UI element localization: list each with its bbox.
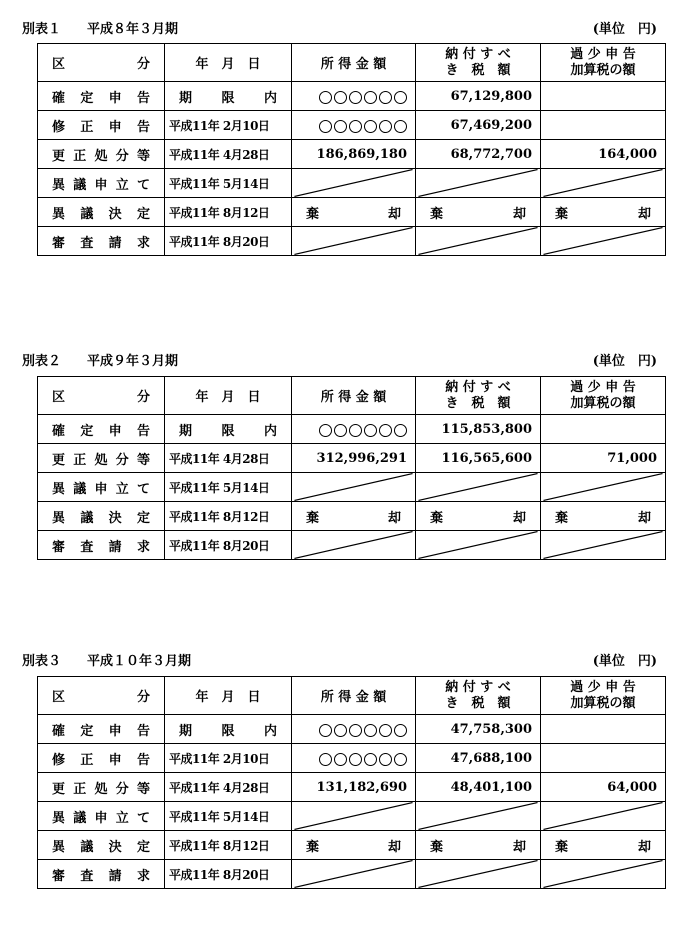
mask-circle-icon (349, 424, 362, 437)
income-decision-cell: 棄 却 (292, 502, 416, 531)
table-row (38, 169, 666, 198)
income-strike (292, 860, 416, 889)
date-cell: 平成11年 8月20日 (165, 860, 292, 889)
header-category: 区 分 (38, 377, 165, 415)
table-row (38, 198, 666, 227)
mask-circle-icon (364, 91, 377, 104)
category-cell: 審査請求 (38, 531, 165, 560)
category-cell: 異議申立て (38, 802, 165, 831)
table-row (38, 444, 666, 473)
income-strike (292, 227, 416, 256)
mask-circle-icon (379, 424, 392, 437)
category-cell: 確定申告 (38, 82, 165, 111)
penalty-cell: 64,000 (541, 773, 666, 802)
mask-circle-icon (394, 724, 407, 737)
income-strike (292, 169, 416, 198)
mask-circle-icon (394, 424, 407, 437)
date-cell: 平成11年 2月10日 (165, 744, 292, 773)
category-cell: 異議申立て (38, 169, 165, 198)
mask-circle-icon (379, 724, 392, 737)
penalty-decision-cell: 棄 却 (541, 831, 666, 860)
table-row (38, 111, 666, 140)
tax-cell: 115,853,800 (416, 415, 541, 444)
header-income: 所 得 金 額 (292, 377, 416, 415)
mask-circle-icon (394, 753, 407, 766)
mask-circle-icon (349, 120, 362, 133)
income-cell: 312,996,291 (292, 444, 416, 473)
penalty-decision-cell: 棄 却 (541, 198, 666, 227)
table-row (38, 531, 666, 560)
table-2-caption (22, 350, 178, 369)
table-row (38, 82, 666, 111)
tax-strike (416, 473, 541, 502)
header-income: 所 得 金 額 (292, 677, 416, 715)
header-row (38, 677, 666, 715)
penalty-cell (541, 111, 666, 140)
category-cell: 異議決定 (38, 502, 165, 531)
header-category: 区 分 (38, 44, 165, 82)
mask-circle-icon (334, 753, 347, 766)
date-cell: 期 限 内 (165, 82, 292, 111)
mask-circle-icon (319, 120, 332, 133)
category-cell: 修正申告 (38, 744, 165, 773)
header-category: 区 分 (38, 677, 165, 715)
mask-circle-icon (394, 91, 407, 104)
category-cell: 審査請求 (38, 227, 165, 256)
mask-circle-icon (334, 424, 347, 437)
header-penalty: 過 少 申 告 加算税の額 (541, 677, 666, 715)
category-cell: 確定申告 (38, 715, 165, 744)
header-tax: 納 付 す べ き 税 額 (416, 377, 541, 415)
header-penalty: 過 少 申 告 加算税の額 (541, 377, 666, 415)
tax-strike (416, 802, 541, 831)
date-cell: 期 限 内 (165, 715, 292, 744)
tax-cell: 68,772,700 (416, 140, 541, 169)
mask-circle-icon (349, 91, 362, 104)
table-2 (37, 376, 666, 560)
mask-circle-icon (364, 753, 377, 766)
income-masked-cell (292, 111, 416, 140)
table-3-period: 平成１０年３月期 (87, 654, 192, 669)
header-tax: 納 付 す べ き 税 額 (416, 677, 541, 715)
date-cell: 期 限 内 (165, 415, 292, 444)
date-cell: 平成11年 8月12日 (165, 502, 292, 531)
income-strike (292, 473, 416, 502)
mask-circle-icon (379, 753, 392, 766)
category-cell: 異議決定 (38, 198, 165, 227)
income-masked-cell (292, 744, 416, 773)
category-cell: 異議申立て (38, 473, 165, 502)
income-strike (292, 802, 416, 831)
header-date: 年 月 日 (165, 677, 292, 715)
table-1-label: 別表１ (22, 22, 62, 37)
date-cell: 平成11年 4月28日 (165, 773, 292, 802)
header-income: 所 得 金 額 (292, 44, 416, 82)
tax-cell: 47,688,100 (416, 744, 541, 773)
header-penalty: 過 少 申 告 加算税の額 (541, 44, 666, 82)
mask-circle-icon (364, 424, 377, 437)
table-row (38, 860, 666, 889)
category-cell: 更正処分等 (38, 140, 165, 169)
mask-circle-icon (379, 91, 392, 104)
mask-circle-icon (349, 753, 362, 766)
income-masked-cell (292, 82, 416, 111)
penalty-strike (541, 802, 666, 831)
date-cell: 平成11年 5月14日 (165, 169, 292, 198)
tax-strike (416, 169, 541, 198)
tax-cell: 67,129,800 (416, 82, 541, 111)
category-cell: 更正処分等 (38, 444, 165, 473)
penalty-cell (541, 415, 666, 444)
table-row (38, 744, 666, 773)
date-cell: 平成11年 8月12日 (165, 831, 292, 860)
mask-circle-icon (364, 724, 377, 737)
table-row (38, 415, 666, 444)
tax-cell: 116,565,600 (416, 444, 541, 473)
penalty-strike (541, 227, 666, 256)
income-decision-cell: 棄 却 (292, 831, 416, 860)
table-2-period: 平成９年３月期 (87, 354, 179, 369)
table-2-unit: (単位 円) (592, 354, 657, 369)
table-1 (37, 43, 666, 256)
header-row (38, 44, 666, 82)
date-cell: 平成11年 5月14日 (165, 473, 292, 502)
mask-circle-icon (334, 724, 347, 737)
mask-circle-icon (349, 724, 362, 737)
tax-decision-cell: 棄 却 (416, 198, 541, 227)
penalty-cell (541, 744, 666, 773)
penalty-strike (541, 473, 666, 502)
mask-circle-icon (394, 120, 407, 133)
tax-decision-cell: 棄 却 (416, 831, 541, 860)
penalty-strike (541, 531, 666, 560)
tax-strike (416, 860, 541, 889)
income-cell: 186,869,180 (292, 140, 416, 169)
table-row (38, 802, 666, 831)
penalty-cell (541, 715, 666, 744)
table-1-period: 平成８年３月期 (87, 22, 179, 37)
table-1-caption (22, 18, 178, 37)
mask-circle-icon (319, 724, 332, 737)
penalty-cell: 164,000 (541, 140, 666, 169)
tax-decision-cell: 棄 却 (416, 502, 541, 531)
tax-cell: 47,758,300 (416, 715, 541, 744)
category-cell: 審査請求 (38, 860, 165, 889)
penalty-strike (541, 169, 666, 198)
income-cell: 131,182,690 (292, 773, 416, 802)
table-row (38, 715, 666, 744)
table-1-unit: (単位 円) (592, 22, 657, 37)
mask-circle-icon (379, 120, 392, 133)
mask-circle-icon (364, 120, 377, 133)
header-tax: 納 付 す べ き 税 額 (416, 44, 541, 82)
table-row (38, 502, 666, 531)
date-cell: 平成11年 4月28日 (165, 140, 292, 169)
header-row (38, 377, 666, 415)
category-cell: 確定申告 (38, 415, 165, 444)
table-3-unit: (単位 円) (592, 654, 657, 669)
date-cell: 平成11年 8月20日 (165, 531, 292, 560)
penalty-cell (541, 82, 666, 111)
header-date: 年 月 日 (165, 44, 292, 82)
tax-strike (416, 227, 541, 256)
date-cell: 平成11年 8月20日 (165, 227, 292, 256)
table-row (38, 773, 666, 802)
mask-circle-icon (319, 753, 332, 766)
header-date: 年 月 日 (165, 377, 292, 415)
table-3-caption (22, 650, 191, 669)
penalty-decision-cell: 棄 却 (541, 502, 666, 531)
mask-circle-icon (319, 91, 332, 104)
penalty-strike (541, 860, 666, 889)
income-masked-cell (292, 715, 416, 744)
date-cell: 平成11年 5月14日 (165, 802, 292, 831)
category-cell: 異議決定 (38, 831, 165, 860)
tax-cell: 48,401,100 (416, 773, 541, 802)
income-masked-cell (292, 415, 416, 444)
date-cell: 平成11年 2月10日 (165, 111, 292, 140)
category-cell: 修正申告 (38, 111, 165, 140)
table-row (38, 227, 666, 256)
mask-circle-icon (334, 120, 347, 133)
category-cell: 更正処分等 (38, 773, 165, 802)
income-strike (292, 531, 416, 560)
penalty-cell: 71,000 (541, 444, 666, 473)
tax-strike (416, 531, 541, 560)
date-cell: 平成11年 8月12日 (165, 198, 292, 227)
table-2-label: 別表２ (22, 354, 62, 369)
date-cell: 平成11年 4月28日 (165, 444, 292, 473)
table-3 (37, 676, 666, 889)
table-row (38, 831, 666, 860)
income-decision-cell: 棄 却 (292, 198, 416, 227)
table-3-label: 別表３ (22, 654, 62, 669)
table-row (38, 140, 666, 169)
tax-cell: 67,469,200 (416, 111, 541, 140)
mask-circle-icon (319, 424, 332, 437)
mask-circle-icon (334, 91, 347, 104)
table-row (38, 473, 666, 502)
